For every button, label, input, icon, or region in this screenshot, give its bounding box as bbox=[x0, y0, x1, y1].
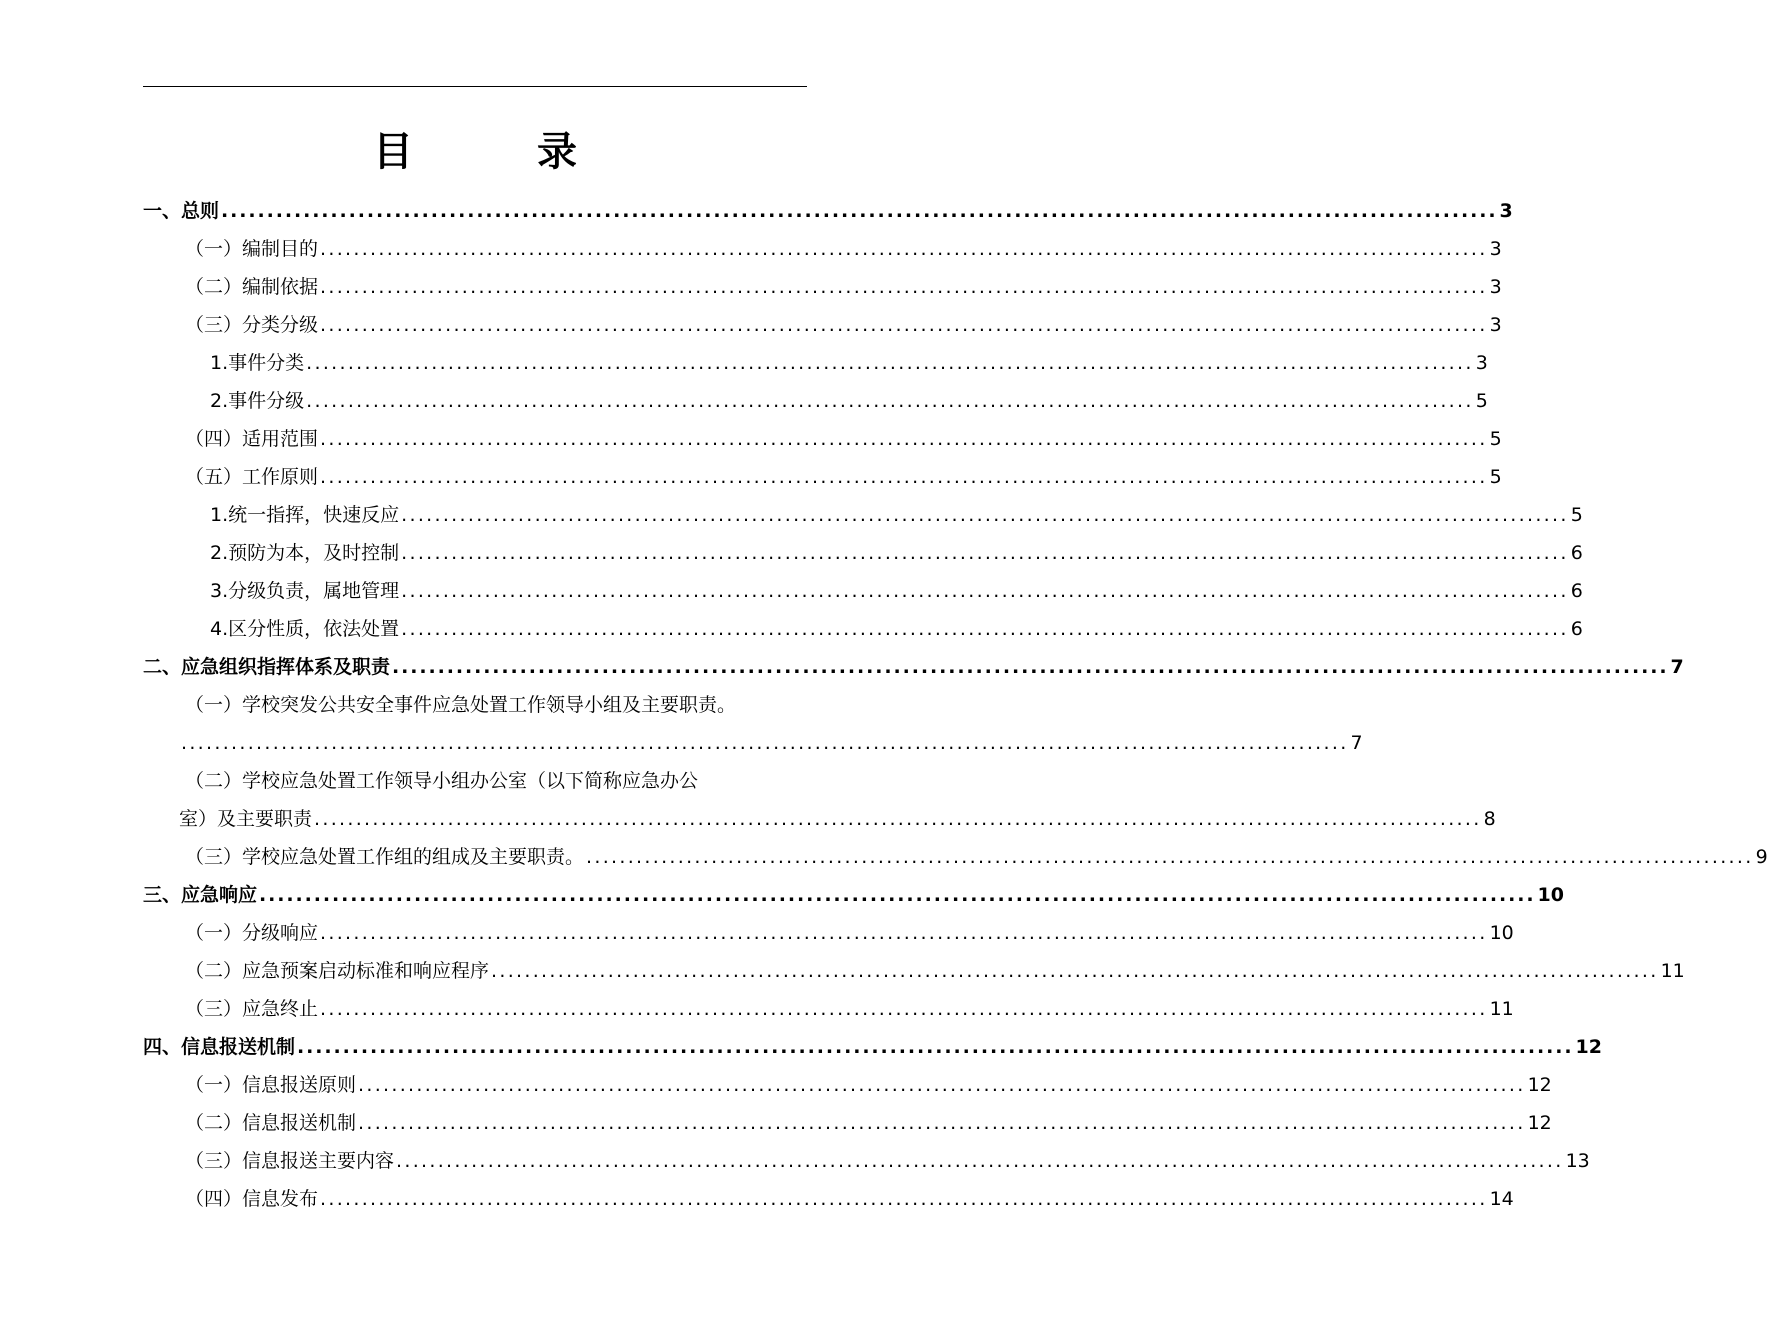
toc-page-number: 12 bbox=[1527, 1112, 1552, 1134]
toc-entry[interactable] bbox=[143, 952, 1685, 990]
toc-entry-text: 4.区分性质，依法处置 bbox=[210, 618, 400, 640]
toc-leader: ............................................................................................................................................ bbox=[586, 846, 1754, 868]
toc-page-number: 6 bbox=[1570, 618, 1583, 640]
toc-page-number: 14 bbox=[1489, 1188, 1514, 1210]
toc-entry-text-continued: 室）及主要职责 bbox=[179, 808, 313, 830]
toc-page-number: 12 bbox=[1527, 1074, 1552, 1096]
toc-entry[interactable] bbox=[143, 686, 807, 724]
toc-entry[interactable] bbox=[143, 230, 1502, 268]
toc-entry[interactable] bbox=[143, 914, 1514, 952]
toc-leader: ............................................................................................................................................ bbox=[259, 884, 1536, 906]
toc-page-number: 9 bbox=[1755, 846, 1768, 868]
toc-leader: ............................................................................................................................................ bbox=[358, 1112, 1526, 1134]
header-rule bbox=[143, 86, 807, 87]
toc-page-number: 13 bbox=[1565, 1150, 1590, 1172]
toc-entry-text: （三）应急终止 bbox=[185, 998, 319, 1020]
toc-page-number: 3 bbox=[1489, 276, 1502, 298]
toc-leader: ............................................................................................................................................ bbox=[320, 238, 1488, 260]
toc-entry-continuation[interactable] bbox=[143, 724, 1363, 762]
toc-leader: ............................................................................................................................................ bbox=[392, 656, 1669, 678]
toc-entry-text: （一）分级响应 bbox=[185, 922, 319, 944]
toc-leader: ............................................................................................................................................ bbox=[320, 922, 1488, 944]
page-title: 目 录 bbox=[373, 129, 619, 175]
toc-entry-text: （三）学校应急处置工作组的组成及主要职责。 bbox=[185, 846, 585, 868]
toc-page-number: 10 bbox=[1489, 922, 1514, 944]
toc-entry[interactable] bbox=[143, 572, 1583, 610]
toc-leader: ............................................................................................................................................ bbox=[314, 808, 1482, 830]
toc-page-number: 11 bbox=[1660, 960, 1685, 982]
toc-entry[interactable] bbox=[143, 306, 1502, 344]
toc-entry[interactable] bbox=[143, 990, 1514, 1028]
toc-entry-text: （四）信息发布 bbox=[185, 1188, 319, 1210]
toc-entry[interactable] bbox=[143, 1066, 1552, 1104]
toc-leader: ............................................................................................................................................ bbox=[221, 200, 1498, 222]
toc-leader: ............................................................................................................................................ bbox=[320, 1188, 1488, 1210]
toc-leader: ............................................................................................................................................ bbox=[396, 1150, 1564, 1172]
toc-leader: ............................................................................................................................................ bbox=[401, 504, 1569, 526]
toc-leader: ............................................................................................................................................ bbox=[401, 580, 1569, 602]
toc-page-number: 12 bbox=[1575, 1036, 1602, 1058]
toc-entry[interactable] bbox=[143, 762, 807, 800]
toc-page-number: 3 bbox=[1499, 200, 1513, 222]
toc-entry-text: 2.事件分级 bbox=[210, 390, 305, 412]
toc-entry[interactable] bbox=[143, 610, 1583, 648]
toc-page-number: 5 bbox=[1475, 390, 1488, 412]
toc-leader: ............................................................................................................................................ bbox=[358, 1074, 1526, 1096]
toc-entry[interactable] bbox=[143, 496, 1583, 534]
toc-entry-text: 二、应急组织指挥体系及职责 bbox=[143, 656, 391, 678]
toc-page-number: 8 bbox=[1483, 808, 1496, 830]
toc-page-number: 3 bbox=[1489, 314, 1502, 336]
toc-entry[interactable] bbox=[143, 420, 1502, 458]
toc-entry[interactable] bbox=[143, 1028, 1602, 1066]
toc-page-number: 5 bbox=[1489, 428, 1502, 450]
toc-entry-text: （五）工作原则 bbox=[185, 466, 319, 488]
toc-leader: ............................................................................................................................................ bbox=[320, 466, 1488, 488]
toc-entry[interactable] bbox=[143, 648, 1684, 686]
toc-page-number: 3 bbox=[1475, 352, 1488, 374]
toc-leader: ............................................................................................................................................ bbox=[401, 542, 1569, 564]
toc-entry[interactable] bbox=[143, 1104, 1552, 1142]
toc-entry[interactable] bbox=[143, 382, 1488, 420]
toc-page-number: 3 bbox=[1489, 238, 1502, 260]
toc-entry[interactable] bbox=[143, 876, 1564, 914]
toc-entry-text: 三、应急响应 bbox=[143, 884, 258, 906]
toc-entry-text: 1.统一指挥，快速反应 bbox=[210, 504, 400, 526]
toc-entry-text: （一）信息报送原则 bbox=[185, 1074, 357, 1096]
toc-entry-text: 3.分级负责，属地管理 bbox=[210, 580, 400, 602]
toc-leader: ............................................................................................................................................ bbox=[181, 732, 1349, 754]
toc-entry-text: （二）学校应急处置工作领导小组办公室（以下简称应急办公 bbox=[185, 770, 699, 792]
toc-leader: ............................................................................................................................................ bbox=[297, 1036, 1574, 1058]
toc-leader: ............................................................................................................................................ bbox=[320, 314, 1488, 336]
toc-leader: ............................................................................................................................................ bbox=[320, 998, 1488, 1020]
toc-entry-text: （三）信息报送主要内容 bbox=[185, 1150, 395, 1172]
toc-entry[interactable] bbox=[143, 534, 1583, 572]
toc-page-number: 6 bbox=[1570, 580, 1583, 602]
toc-entry[interactable] bbox=[143, 838, 1768, 876]
toc-entry-text: 四、信息报送机制 bbox=[143, 1036, 296, 1058]
toc-entry-text: 一、总则 bbox=[143, 200, 220, 222]
toc-page-number: 11 bbox=[1489, 998, 1514, 1020]
toc-entry-text: （二）信息报送机制 bbox=[185, 1112, 357, 1134]
toc-entry-text: （一）编制目的 bbox=[185, 238, 319, 260]
toc-entry[interactable] bbox=[143, 192, 1513, 230]
toc-entry-continuation[interactable] bbox=[143, 800, 1496, 838]
toc-entry[interactable] bbox=[143, 268, 1502, 306]
toc-entry[interactable] bbox=[143, 1180, 1514, 1218]
toc-leader: ............................................................................................................................................ bbox=[306, 352, 1474, 374]
toc-leader: ............................................................................................................................................ bbox=[320, 428, 1488, 450]
toc-page-number: 5 bbox=[1489, 466, 1502, 488]
toc-page-number: 6 bbox=[1570, 542, 1583, 564]
toc-entry[interactable] bbox=[143, 1142, 1590, 1180]
toc-entry-text: （一）学校突发公共安全事件应急处置工作领导小组及主要职责。 bbox=[185, 694, 737, 716]
toc-entry[interactable] bbox=[143, 458, 1502, 496]
toc-entry-text: （二）应急预案启动标准和响应程序 bbox=[185, 960, 490, 982]
toc-entry-text: （四）适用范围 bbox=[185, 428, 319, 450]
toc-leader: ............................................................................................................................................ bbox=[401, 618, 1569, 640]
toc-entry-text: （三）分类分级 bbox=[185, 314, 319, 336]
toc-page-number: 5 bbox=[1570, 504, 1583, 526]
toc-leader: ............................................................................................................................................ bbox=[320, 276, 1488, 298]
toc-leader: ............................................................................................................................................ bbox=[306, 390, 1474, 412]
toc-entry[interactable] bbox=[143, 344, 1488, 382]
toc-page-number: 7 bbox=[1670, 656, 1684, 678]
toc-entry-text: （二）编制依据 bbox=[185, 276, 319, 298]
toc-leader: ............................................................................................................................................ bbox=[491, 960, 1659, 982]
toc-entry-text: 2.预防为本，及时控制 bbox=[210, 542, 400, 564]
toc-page-number: 7 bbox=[1350, 732, 1363, 754]
toc-entry-text: 1.事件分类 bbox=[210, 352, 305, 374]
toc-page-number: 10 bbox=[1537, 884, 1564, 906]
